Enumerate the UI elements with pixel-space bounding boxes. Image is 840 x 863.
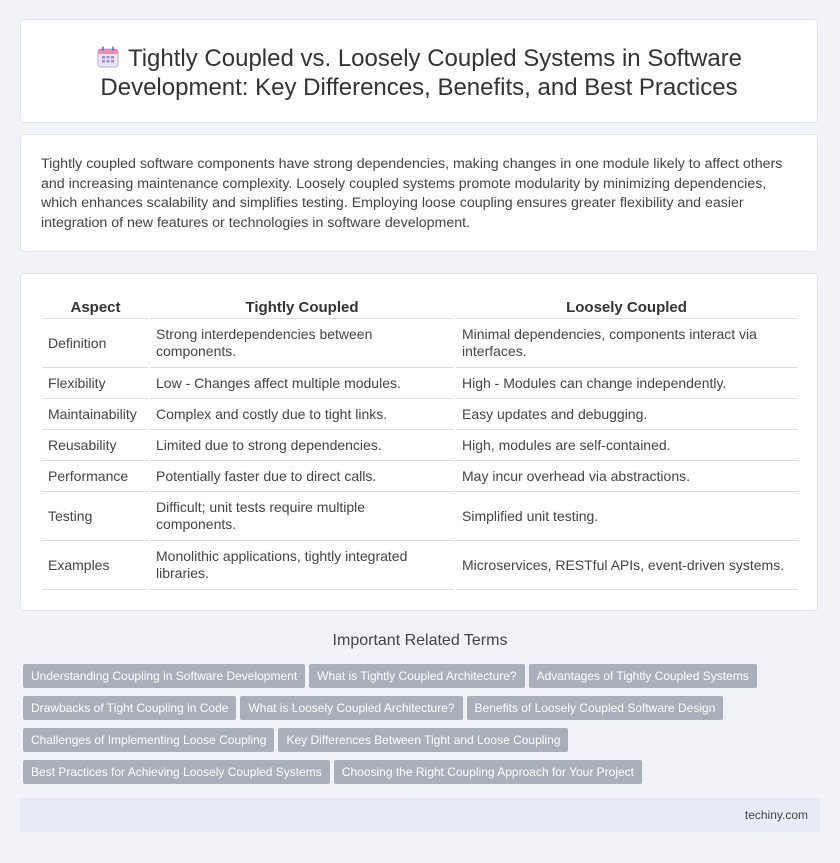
aspect-cell: Flexibility	[42, 368, 149, 399]
tight-cell: Difficult; unit tests require multiple components.	[149, 492, 455, 541]
related-term-link[interactable]: Key Differences Between Tight and Loose Coupling	[278, 728, 568, 752]
table-header-row	[42, 296, 798, 319]
table-row	[42, 461, 798, 492]
loose-cell: Minimal dependencies, components interact via interfaces.	[455, 319, 798, 368]
tight-cell: Limited due to strong dependencies.	[149, 430, 455, 461]
comparison-card	[20, 273, 818, 611]
tight-cell: Complex and costly due to tight links.	[149, 399, 455, 430]
tight-cell: Monolithic applications, tightly integrated libraries.	[149, 541, 455, 590]
tight-cell: Strong interdependencies between components.	[149, 319, 455, 368]
loose-cell: High - Modules can change independently.	[455, 368, 798, 399]
header-loosely-coupled: Loosely Coupled	[455, 296, 798, 319]
loose-cell: Microservices, RESTful APIs, event-driven systems.	[455, 541, 798, 590]
aspect-cell: Examples	[42, 541, 149, 590]
comparison-table	[42, 296, 798, 590]
related-term-link[interactable]: Drawbacks of Tight Coupling in Code	[23, 696, 236, 720]
loose-cell: Simplified unit testing.	[455, 492, 798, 541]
aspect-cell: Performance	[42, 461, 149, 492]
table-row	[42, 319, 798, 368]
aspect-cell: Definition	[42, 319, 149, 368]
related-term-link[interactable]: Advantages of Tightly Coupled Systems	[529, 664, 757, 688]
header-aspect: Aspect	[42, 296, 149, 319]
table-row	[42, 368, 798, 399]
table-row	[42, 492, 798, 541]
intro-card	[20, 134, 818, 252]
table-row	[42, 399, 798, 430]
related-term-link[interactable]: What is Tightly Coupled Architecture?	[309, 664, 524, 688]
footer-site-link[interactable]: techiny.com	[744, 808, 808, 822]
related-terms-list	[23, 664, 813, 792]
related-terms-heading: Important Related Terms	[332, 632, 508, 649]
page-title	[21, 44, 817, 102]
footer	[20, 798, 820, 832]
table-row	[42, 541, 798, 590]
header-tightly-coupled: Tightly Coupled	[149, 296, 455, 319]
aspect-cell: Maintainability	[42, 399, 149, 430]
related-term-link[interactable]: Choosing the Right Coupling Approach for Your Project	[334, 760, 642, 784]
loose-cell: High, modules are self-contained.	[455, 430, 798, 461]
title-card	[20, 19, 818, 123]
aspect-cell: Reusability	[42, 430, 149, 461]
related-term-link[interactable]: Best Practices for Achieving Loosely Coupled Systems	[23, 760, 330, 784]
aspect-cell: Testing	[42, 492, 149, 541]
tight-cell: Potentially faster due to direct calls.	[149, 461, 455, 492]
related-term-link[interactable]: Understanding Coupling in Software Development	[23, 664, 305, 688]
loose-cell: May incur overhead via abstractions.	[455, 461, 798, 492]
tight-cell: Low - Changes affect multiple modules.	[149, 368, 455, 399]
related-term-link[interactable]: Challenges of Implementing Loose Coupling	[23, 728, 274, 752]
table-row	[42, 430, 798, 461]
title-line-2: Development: Key Differences, Benefits, and Best Practices	[100, 74, 738, 101]
intro-paragraph: Tightly coupled software components have strong dependencies, making changes in one module likely to affect others and increasing maintenance complexity. Loosely coupled systems promote modularity by minimizing dependencies, which enhances scalability and simplifies testing. Employing loose coupling ensures greater flexibility and easier integration of new features or technologies in software development.	[41, 156, 783, 231]
calendar-icon	[96, 45, 120, 69]
title-line-1: Tightly Coupled vs. Loosely Coupled Systems in Software	[127, 45, 743, 72]
related-term-link[interactable]: Benefits of Loosely Coupled Software Design	[467, 696, 724, 720]
related-term-link[interactable]: What is Loosely Coupled Architecture?	[240, 696, 462, 720]
loose-cell: Easy updates and debugging.	[455, 399, 798, 430]
